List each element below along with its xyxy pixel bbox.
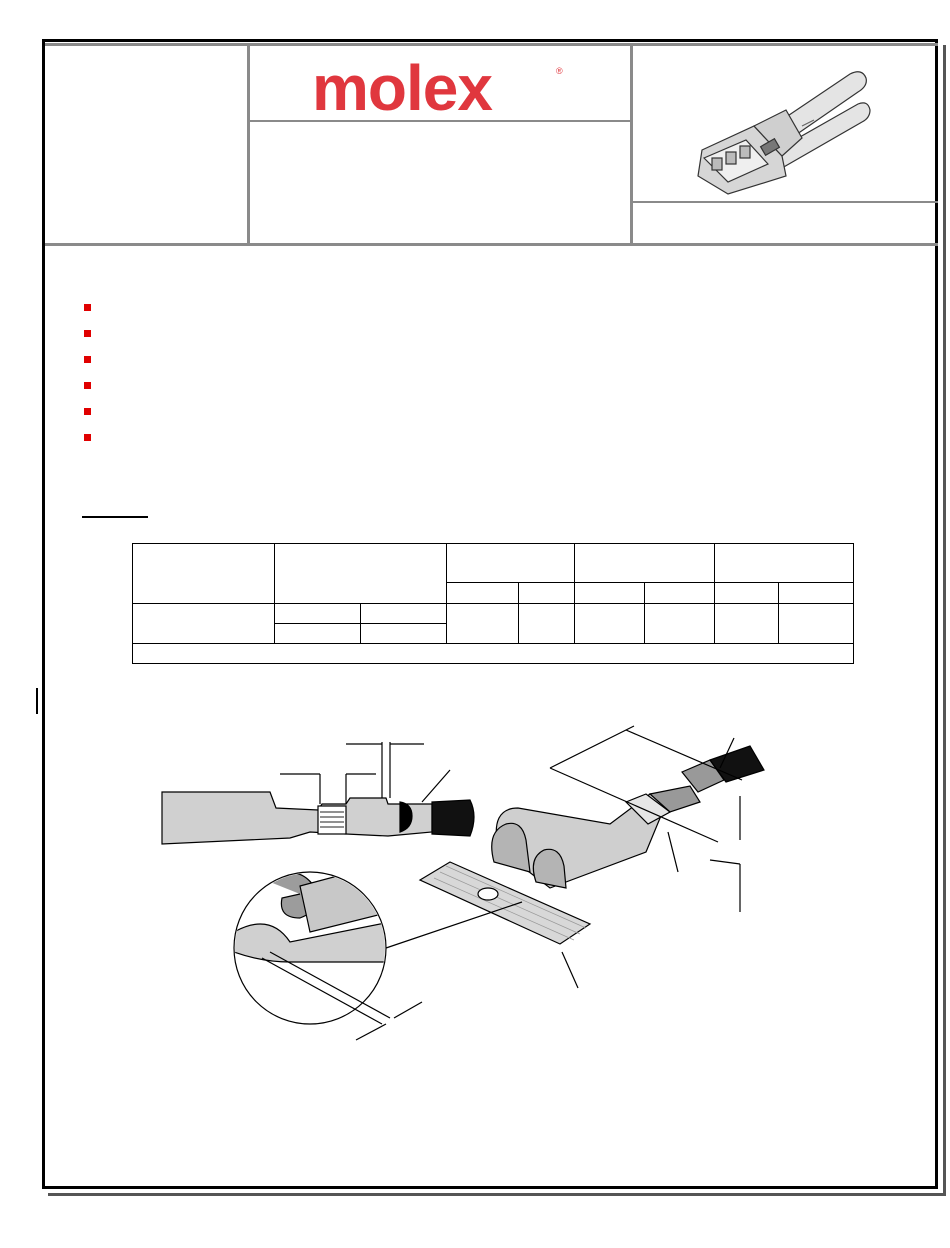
table-cell — [779, 604, 854, 644]
terminal-drawing — [150, 712, 780, 1052]
header-top-line — [45, 43, 938, 46]
section-heading-underline — [82, 516, 148, 518]
logo-text: molex — [312, 58, 492, 118]
table-cell — [133, 644, 854, 664]
table-cell — [645, 604, 715, 644]
table-cell — [715, 604, 779, 644]
feature-bullet-list — [84, 304, 91, 460]
bullet-marker — [84, 382, 91, 389]
table-cell — [274, 604, 360, 624]
terminal-side-view — [162, 742, 474, 844]
table-cell — [360, 624, 446, 644]
table-cell — [519, 583, 575, 604]
table-row — [133, 604, 854, 624]
table-header-row — [133, 544, 854, 583]
table-cell — [133, 604, 275, 644]
header-divider-left — [247, 43, 250, 245]
table-cell — [446, 583, 519, 604]
header-center-divider — [249, 120, 630, 122]
table-cell — [575, 604, 645, 644]
molex-logo — [308, 58, 568, 118]
bullet-marker — [84, 408, 91, 415]
terminal-isometric-view — [420, 726, 764, 988]
bullet-marker — [84, 304, 91, 311]
table-cell — [715, 583, 779, 604]
table-footer-row — [133, 644, 854, 664]
table-cell — [645, 583, 715, 604]
revision-mark — [36, 688, 38, 714]
bullet-marker — [84, 330, 91, 337]
table-cell — [133, 544, 275, 604]
table-cell — [779, 583, 854, 604]
table-cell — [360, 604, 446, 624]
specification-table — [132, 543, 854, 664]
bullet-marker — [84, 356, 91, 363]
table-cell — [575, 583, 645, 604]
header-right-divider — [632, 201, 938, 203]
header-bottom-line — [45, 243, 938, 246]
table-cell — [715, 544, 854, 583]
bullet-marker — [84, 434, 91, 441]
crimp-tool-image — [682, 60, 882, 200]
header-divider-right — [630, 43, 633, 245]
table-cell — [274, 544, 446, 604]
table-cell — [519, 604, 575, 644]
table-cell — [446, 604, 519, 644]
table-cell — [446, 544, 575, 583]
table-cell — [575, 544, 715, 583]
table-cell — [274, 624, 360, 644]
registered-mark: ® — [556, 66, 563, 76]
